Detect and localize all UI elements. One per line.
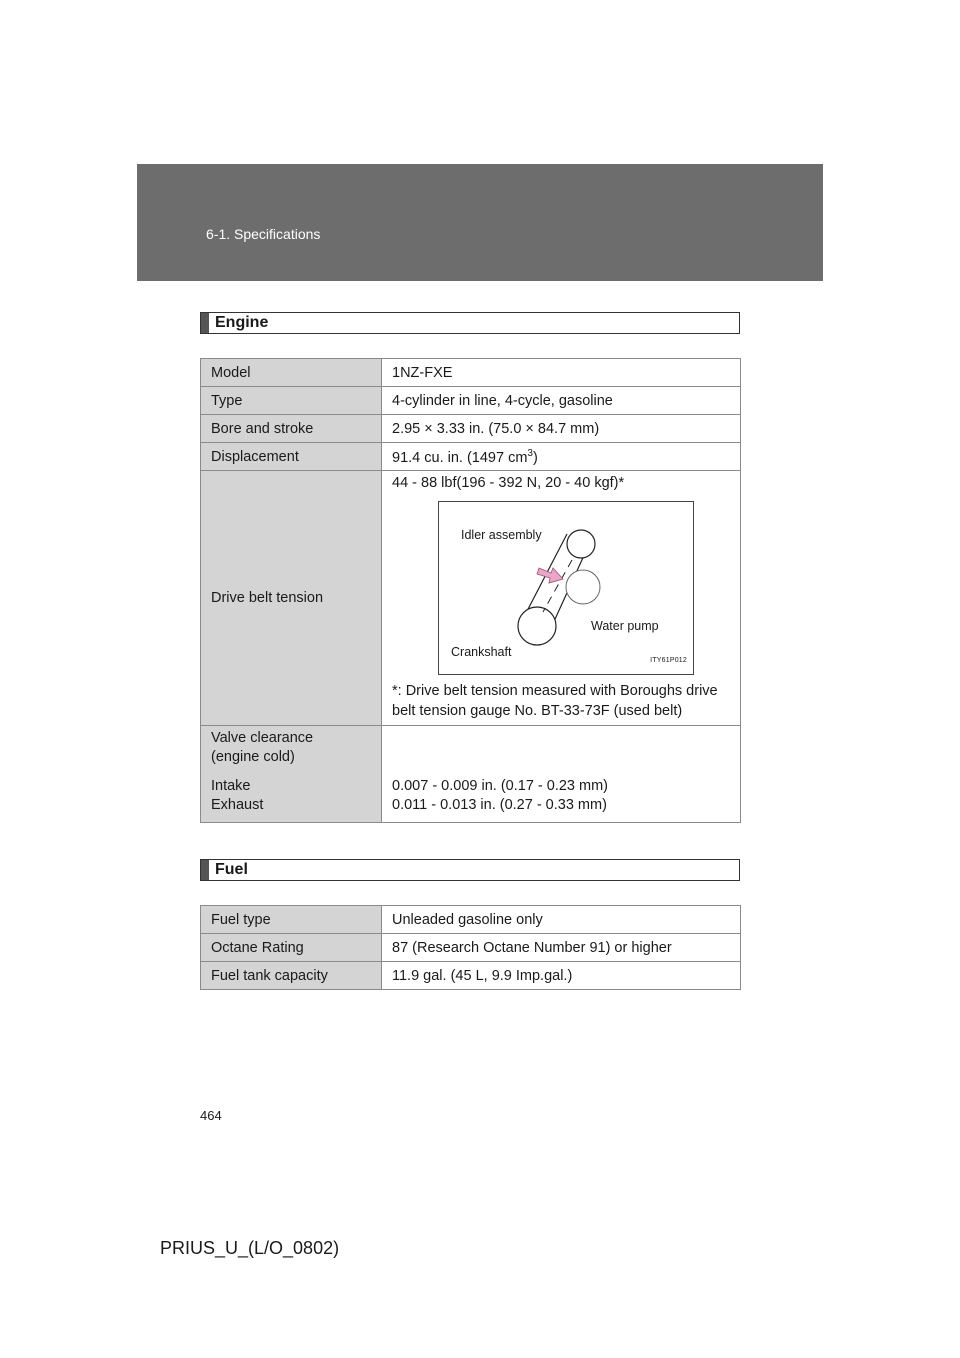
engine-cold-label: (engine cold) xyxy=(211,749,295,765)
displacement-value: 91.4 cu. in. (1497 $cm^3$) xyxy=(382,443,741,471)
idler-pulley-icon xyxy=(567,530,595,558)
table-row xyxy=(201,359,741,387)
exhaust-value: 0.011 - 0.013 in. (0.27 - 0.33 mm) xyxy=(392,797,607,813)
water-pump-pulley-icon xyxy=(566,570,600,604)
belt-footnote: *: Drive belt tension measured with Boroughs drive belt tension gauge No. BT-33-73F (used belt) xyxy=(392,683,718,719)
table-row xyxy=(201,934,741,962)
breadcrumb: 6-1. Specifications xyxy=(206,226,321,242)
table-row xyxy=(201,443,741,471)
belt-tension-cell xyxy=(382,471,741,726)
header-band xyxy=(137,164,823,281)
belt-tension-value: 44 - 88 lbf(196 - 392 N, 20 - 40 kgf)* xyxy=(392,475,625,491)
section-marker xyxy=(201,313,209,333)
crankshaft-pulley-icon xyxy=(518,607,556,645)
table-row xyxy=(201,906,741,934)
octane-rating-value: 87 (Research Octane Number 91) or higher xyxy=(382,934,741,962)
fuel-section-title: Fuel xyxy=(215,861,248,878)
diagram-code: ITY61P012 xyxy=(650,657,687,664)
tank-capacity-value: 11.9 gal. (45 L, 9.9 Imp.gal.) xyxy=(382,962,741,990)
bore-stroke-value: 2.95 × 3.33 in. (75.0 × 84.7 mm) xyxy=(382,415,741,443)
fuel-type-value: Unleaded gasoline only xyxy=(382,906,741,934)
belt-diagram xyxy=(438,501,694,675)
bore-stroke-label: Bore and stroke xyxy=(201,415,382,443)
octane-rating-label: Octane Rating xyxy=(201,934,382,962)
water-pump-label: Water pump xyxy=(591,619,659,633)
idler-assembly-label: Idler assembly xyxy=(461,528,542,542)
tank-capacity-label: Fuel tank capacity xyxy=(201,962,382,990)
section-marker xyxy=(201,860,209,880)
table-row xyxy=(201,962,741,990)
intake-value: 0.007 - 0.009 in. (0.17 - 0.23 mm) xyxy=(392,778,608,794)
model-label: Model xyxy=(201,359,382,387)
document-code: PRIUS_U_(L/O_0802) xyxy=(160,1238,340,1258)
type-value: 4-cylinder in line, 4-cycle, gasoline xyxy=(382,387,741,415)
table-row xyxy=(201,387,741,415)
valve-clearance-label-cell xyxy=(201,726,382,823)
page-number: 464 xyxy=(200,1108,222,1123)
engine-section-title: Engine xyxy=(215,314,269,331)
crankshaft-label: Crankshaft xyxy=(451,645,512,659)
type-label: Type xyxy=(201,387,382,415)
valve-clearance-label: Valve clearance xyxy=(211,730,314,746)
fuel-spec-table xyxy=(200,905,741,990)
fuel-section-header xyxy=(200,859,740,881)
belt-tension-label: Drive belt tension xyxy=(201,471,382,726)
table-row xyxy=(201,415,741,443)
valve-clearance-value-cell xyxy=(382,726,741,823)
exhaust-label: Exhaust xyxy=(211,797,264,813)
displacement-label: Displacement xyxy=(201,443,382,471)
engine-section-header xyxy=(200,312,740,334)
engine-spec-table xyxy=(200,358,741,823)
table-row xyxy=(201,726,741,823)
fuel-type-label: Fuel type xyxy=(201,906,382,934)
table-row xyxy=(201,471,741,726)
model-value: 1NZ-FXE xyxy=(382,359,741,387)
intake-label: Intake xyxy=(211,778,251,794)
tension-arrow-icon xyxy=(537,568,563,583)
